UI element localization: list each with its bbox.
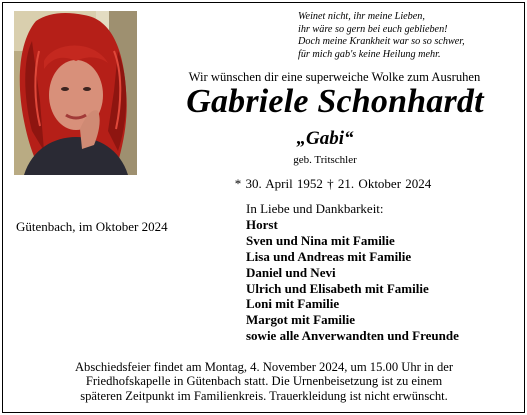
nickname: „Gabi“ (296, 128, 354, 149)
quote-line: ihr wäre so gern bei euch geblieben! (298, 23, 448, 35)
mourner-name: Ulrich und Elisabeth mit Familie (246, 280, 429, 296)
mourner-name: Loni mit Familie (246, 296, 340, 312)
mourner-name: Lisa und Andreas mit Familie (246, 248, 412, 264)
farewell-quote (298, 11, 513, 61)
notice-line: späteren Zeitpunkt im Familienkreis. Trauerkleidung ist nicht erwünscht. (80, 388, 448, 403)
mourner-name: Sven und Nina mit Familie (246, 232, 395, 248)
place-date: Gütenbach, im Oktober 2024 (16, 219, 168, 234)
mourner-name: Margot mit Familie (246, 312, 356, 328)
deceased-name: Gabriele Schonhardt (186, 83, 484, 120)
notice-line: Friedhofskapelle in Gütenbach statt. Die Urnenbeisetzung ist zu einem (85, 374, 443, 389)
mourner-name: sowie alle Anverwandten und Freunde (246, 328, 459, 344)
notice-line: Abschiedsfeier findet am Montag, 4. November 2024, um 15.00 Uhr in der (74, 360, 454, 374)
quote-line: für mich gab's keine Heilung mehr. (298, 48, 441, 60)
portrait-photo (14, 11, 137, 175)
mourners-list (246, 201, 516, 344)
ceremony-notice (14, 360, 514, 403)
quote-line: Weinet nicht, ihr meine Lieben, (298, 11, 425, 22)
wish-text: Wir wünschen dir eine superweiche Wolke zum Ausruhen (188, 70, 481, 84)
mourner-name: Horst (246, 216, 278, 232)
life-dates: * 30. April 1952 † 21. Oktober 2024 (234, 176, 432, 191)
birth-name: geb. Tritschler (293, 154, 357, 166)
mourner-name: Daniel und Nevi (246, 264, 336, 280)
quote-line: Doch meine Krankheit war so so schwer, (298, 36, 465, 48)
mourners-intro: In Liebe und Dankbarkeit: (246, 201, 384, 216)
portrait-illustration (14, 11, 137, 175)
